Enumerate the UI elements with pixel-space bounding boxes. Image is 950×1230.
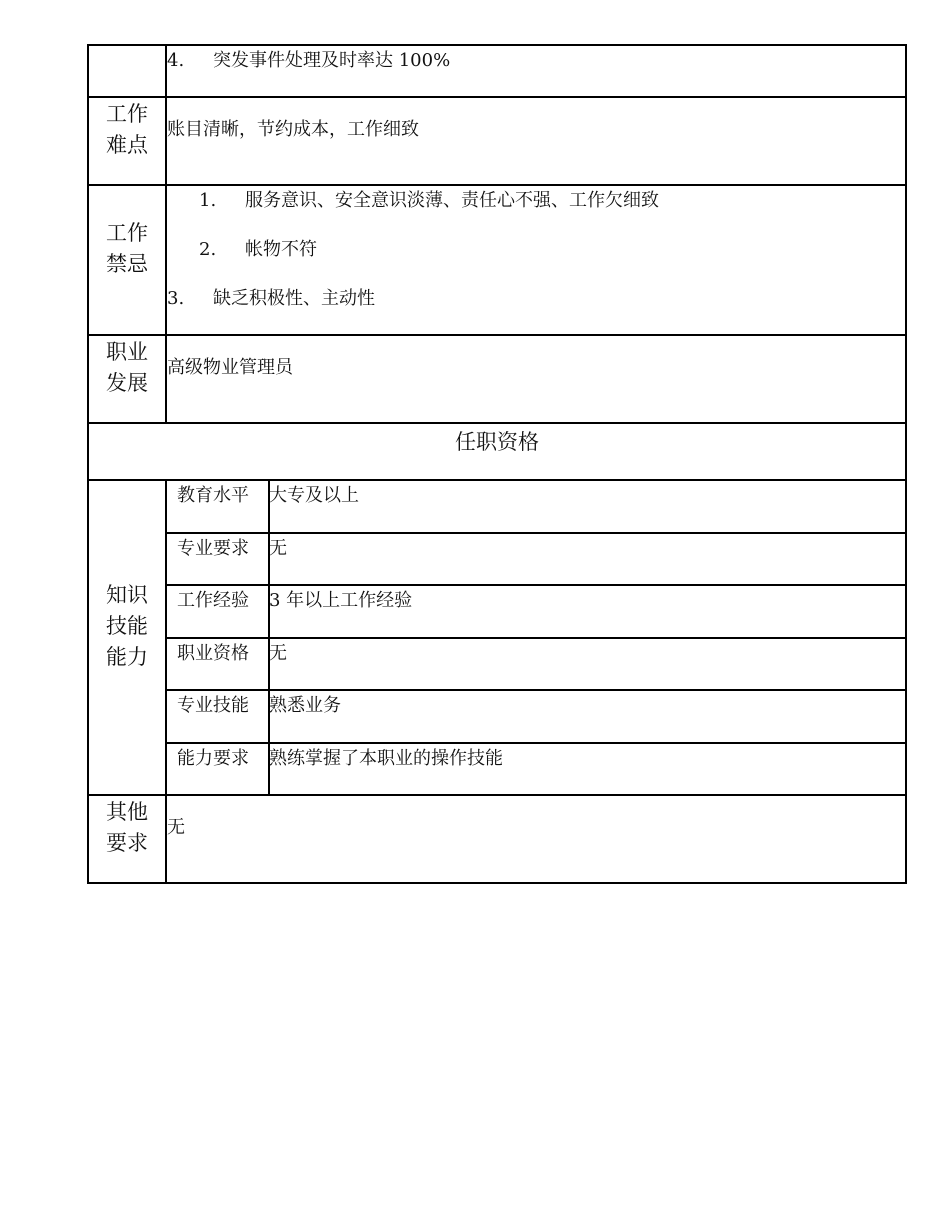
education-label: 教育水平: [177, 485, 249, 506]
other-text: 无: [167, 817, 185, 838]
rule: [166, 742, 907, 744]
rule-top: [88, 44, 907, 46]
rule: [166, 637, 907, 639]
rule: [88, 479, 907, 481]
other-label: 其他 要求: [106, 800, 148, 855]
knowledge-label: 知识 技能 能力: [106, 583, 148, 669]
rule: [88, 96, 907, 98]
skill-value: 熟悉业务: [269, 695, 341, 716]
major-value: 无: [269, 538, 287, 559]
work-difficulty-text: 账目清晰，节约成本，工作细致: [167, 119, 419, 140]
item-number: 2.: [199, 239, 217, 260]
rule-bottom: [88, 882, 907, 884]
rule: [166, 689, 907, 691]
item-text: 帐物不符: [245, 239, 317, 260]
work-difficulty-label: 工作 难点: [106, 102, 148, 157]
career-label: 职业 发展: [106, 340, 148, 395]
career-text: 高级物业管理员: [167, 357, 293, 378]
rule: [166, 584, 907, 586]
taboo-item: [167, 287, 375, 311]
item-number: 3.: [167, 288, 185, 309]
rule: [88, 334, 907, 336]
item-text: 服务意识、安全意识淡薄、责任心不强、工作欠细致: [245, 190, 659, 211]
ability-value: 熟练掌握了本职业的操作技能: [269, 748, 503, 769]
major-label: 专业要求: [177, 538, 249, 559]
certification-value: 无: [269, 643, 287, 664]
rule: [88, 184, 907, 186]
skill-label: 专业技能: [177, 695, 249, 716]
qualification-title: 任职资格: [455, 430, 539, 454]
item-text: 突发事件处理及时率达 100%: [213, 50, 451, 71]
experience-value: 3 年以上工作经验: [269, 590, 413, 611]
rule: [88, 794, 907, 796]
taboo-item: [199, 189, 659, 213]
item-text: 缺乏积极性、主动性: [213, 288, 375, 309]
taboo-item: [199, 238, 317, 262]
item-number: 4.: [167, 50, 185, 71]
education-value: 大专及以上: [269, 485, 359, 506]
item-number: 1.: [199, 190, 217, 211]
experience-label: 工作经验: [177, 590, 249, 611]
work-taboo-label: 工作 禁忌: [106, 221, 148, 276]
rule: [166, 532, 907, 534]
continued-item: [167, 49, 450, 73]
rule-left: [87, 44, 89, 884]
ability-label: 能力要求: [177, 748, 249, 769]
rule: [88, 422, 907, 424]
rule-right: [905, 44, 907, 884]
certification-label: 职业资格: [177, 643, 249, 664]
